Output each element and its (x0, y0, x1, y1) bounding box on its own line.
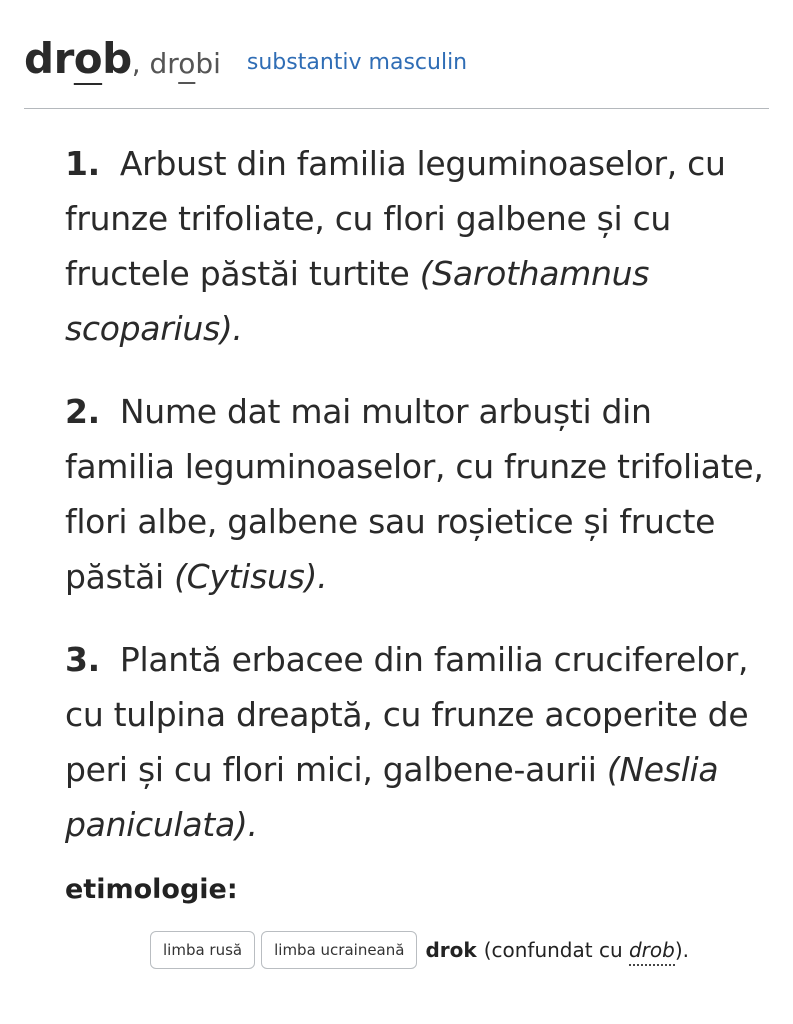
etymology-source-word: drok (425, 938, 477, 962)
definition-number: 2. (65, 392, 100, 431)
plural-form: drobi (149, 47, 221, 80)
header-divider (24, 108, 769, 109)
entry-header (24, 34, 769, 90)
etymology-label: etimologie: (65, 874, 238, 905)
definition-text: Nume dat mai multor arbuști din familia leguminoaselor, cu frunze trifoliate, flori albe, galbene sau roșietice și fructe păstăi (65, 392, 764, 596)
part-of-speech-link[interactable]: substantiv masculin (246, 50, 468, 75)
definition-item (65, 632, 770, 852)
headword-separator: , (131, 47, 150, 80)
etymology-row (150, 930, 689, 970)
etymology-reference-link[interactable]: drob (629, 938, 675, 966)
etymology-note: (confundat cu drob). (484, 938, 689, 962)
definition-item (65, 384, 770, 604)
definition-text: Arbust din familia leguminoaselor, cu frunze trifoliate, cu flori galbene și cu fructele păstăi turtite (65, 144, 726, 293)
definition-latin-name: (Cytisus). (174, 557, 328, 596)
language-chip-russian[interactable]: limba rusă (150, 931, 255, 969)
definition-item (65, 136, 770, 356)
definitions-list (65, 136, 770, 880)
language-chip-ukrainian[interactable]: limba ucraineană (261, 931, 417, 969)
definition-latin-name: (Neslia paniculata). (65, 750, 719, 844)
definition-number: 3. (65, 640, 100, 679)
definition-text: Plantă erbacee din familia cruciferelor, cu tulpina dreaptă, cu frunze acoperite de peri și cu flori mici, galbene-aurii (65, 640, 749, 789)
plural-stressed-vowel: o (178, 47, 196, 80)
definition-number: 1. (65, 144, 100, 183)
headword: drob (24, 34, 132, 83)
headword-stressed-vowel: o (73, 34, 103, 83)
definition-latin-name: (Sarothamnus scoparius). (65, 254, 650, 348)
